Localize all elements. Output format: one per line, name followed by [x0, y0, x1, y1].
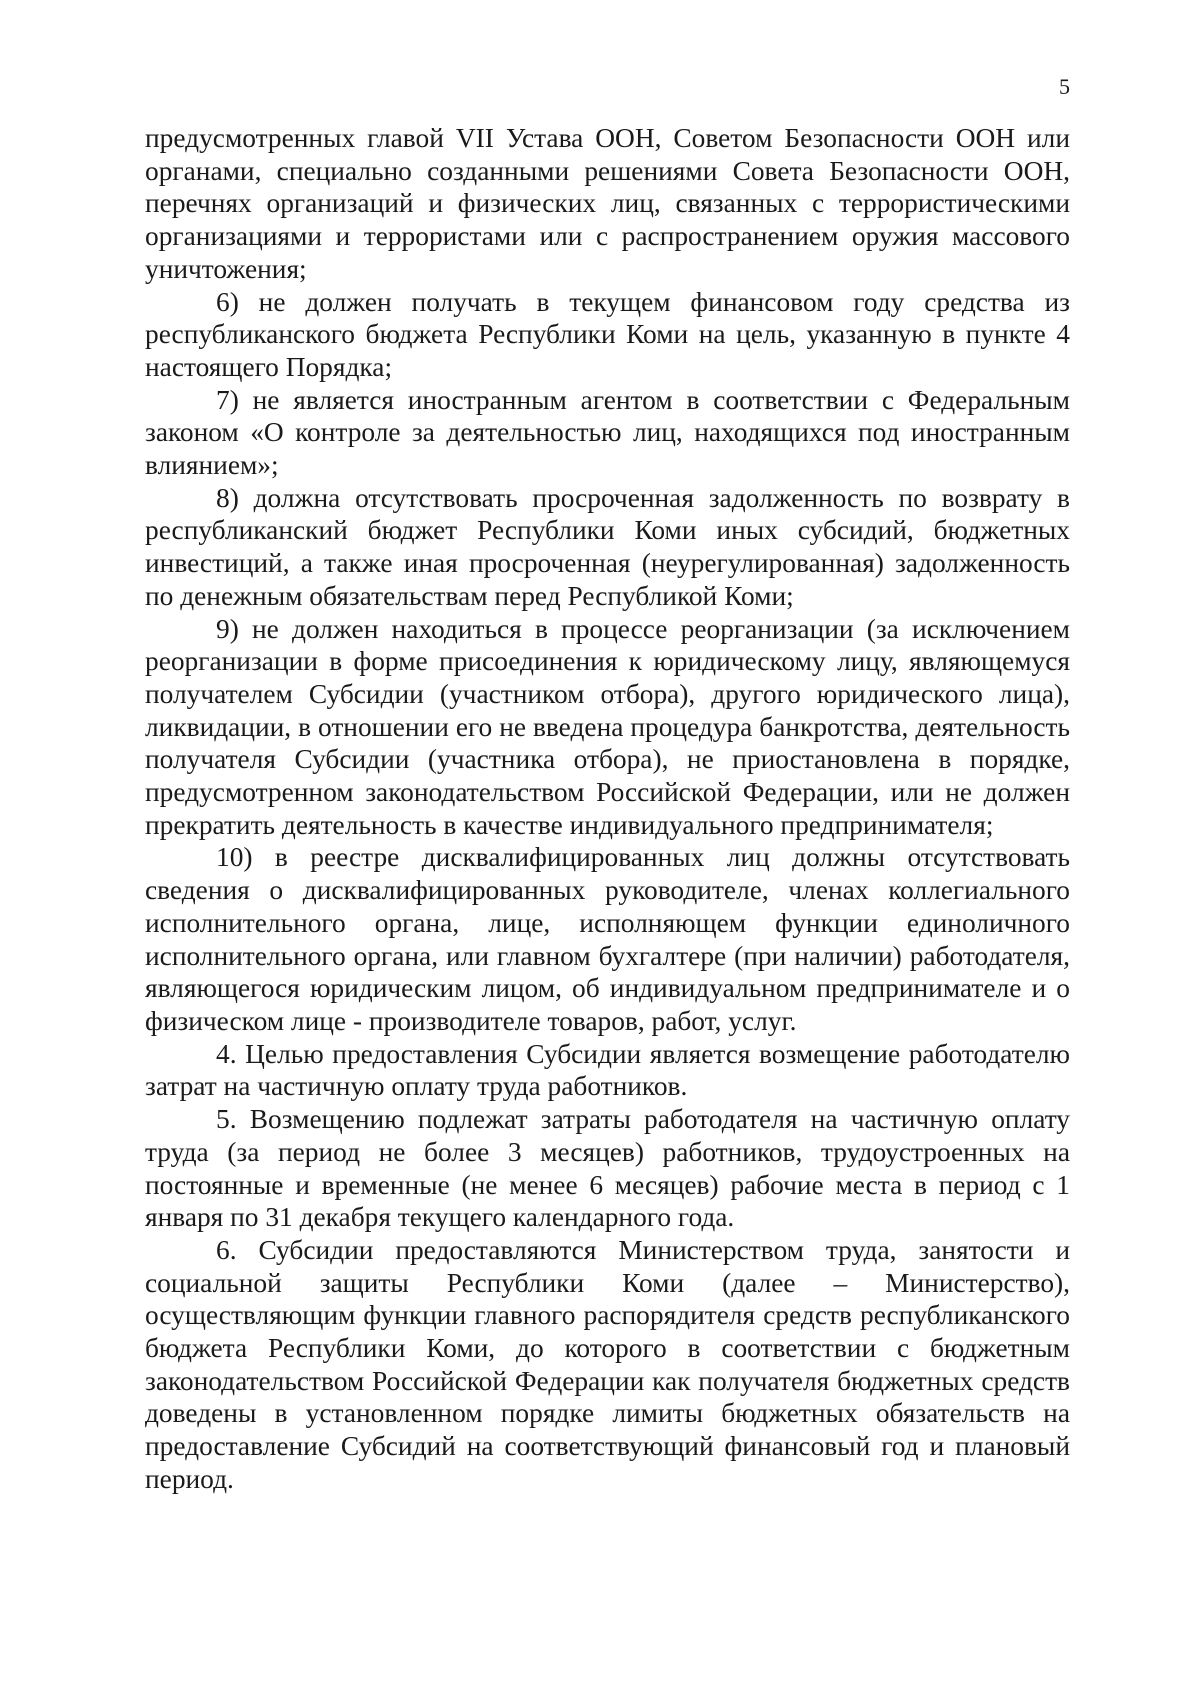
paragraph-section-6: 6. Субсидии предоставляются Министерством труда, занятости и социальной защиты Республики Коми (далее – Министерство), осуществляющим функции главного распорядителя средств республиканского бюджета Республики Коми, до которого в соответствии с бюджетным законодательством Российской Федерации как получателя бюджетных средств доведены в установленном порядке лимиты бюджетных обязательств на предоставление Субсидий на соответствующий финансовый год и плановый период.	[145, 1234, 1070, 1494]
paragraph-section-4: 4. Целью предоставления Субсидии является возмещение работодателю затрат на частичную оплату труда работников.	[145, 1038, 1070, 1102]
page-number: 5	[1059, 74, 1070, 99]
paragraph-item-9: 9) не должен находиться в процессе реорганизации (за исключением реорганизации в форме присоединения к юридическому лицу, являющемуся получателем Субсидии (участником отбора), другого юридического лица), ликвидации, в отношении его не введена процедура банкротства, деятельность получателя Субсидии (участника отбора), не приостановлена в порядке, предусмотренном законодательством Российской Федерации, или не должен прекратить деятельность в качестве индивидуального предпринимателя;	[145, 613, 1070, 840]
paragraph-item-7: 7) не является иностранным агентом в соответствии с Федеральным законом «О контроле за деятельностью лиц, находящихся под иностранным влиянием»;	[145, 384, 1070, 481]
paragraph-continuation: предусмотренных главой VII Устава ООН, Советом Безопасности ООН или органами, специально созданными решениями Совета Безопасности ООН, перечнях организаций и физических лиц, связанных с террористическими организациями и террористами или с распространением оружия массового уничтожения;	[145, 123, 1070, 284]
paragraph-section-5: 5. Возмещению подлежат затраты работодателя на частичную оплату труда (за период не более 3 месяцев) работников, трудоустроенных на постоянные и временные (не менее 6 месяцев) рабочие места в период с 1 января по 31 декабря текущего календарного года.	[145, 1104, 1070, 1233]
paragraph-item-6: 6) не должен получать в текущем финансовом году средства из республиканского бюджета Республики Коми на цель, указанную в пункте 4 настоящего Порядка;	[145, 286, 1070, 382]
paragraph-item-10: 10) в реестре дисквалифицированных лиц должны отсутствовать сведения о дисквалифицированных руководителе, членах коллегиального исполнительного органа, лице, исполняющем функции единоличного исполнительного органа, или главном бухгалтере (при наличии) работодателя, являющегося юридическим лицом, об индивидуальном предпринимателе и о физическом лице - производителе товаров, работ, услуг.	[145, 842, 1070, 1036]
document-body	[145, 122, 1070, 1496]
paragraph-item-8: 8) должна отсутствовать просроченная задолженность по возврату в республиканский бюджет Республики Коми иных субсидий, бюджетных инвестиций, а также иная просроченная (неурегулированная) задолженность по денежным обязательствам перед Республикой Коми;	[145, 482, 1070, 611]
